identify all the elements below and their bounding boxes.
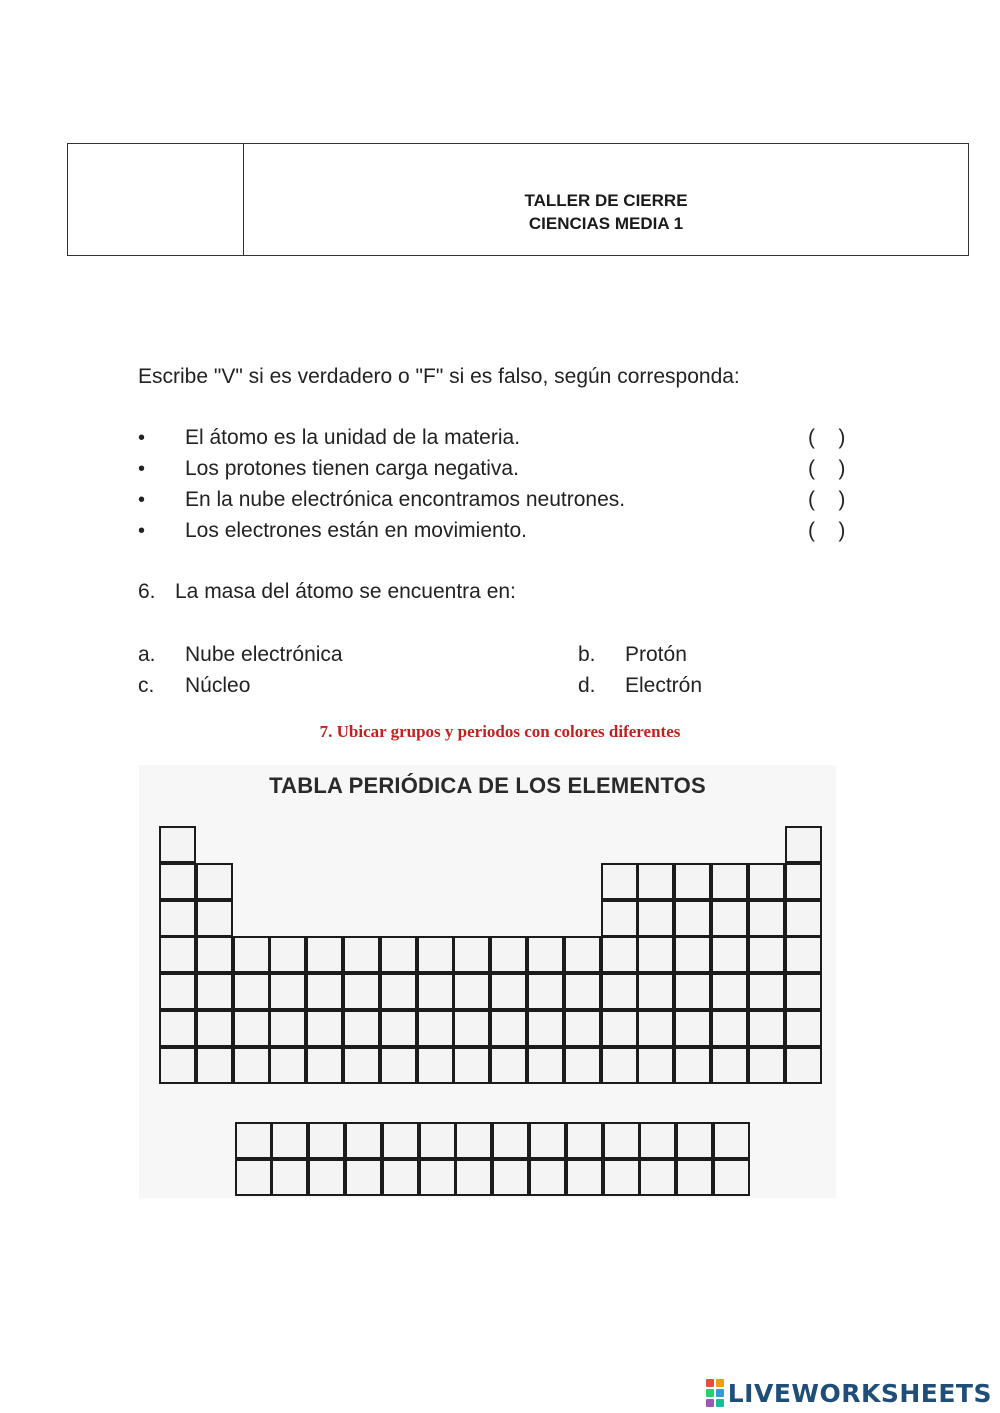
lanthanide-cell-8[interactable] xyxy=(492,1122,529,1159)
element-cell-p6-g15[interactable] xyxy=(674,1010,711,1047)
element-cell-p4-g8[interactable] xyxy=(417,936,454,973)
actinide-cell-9[interactable] xyxy=(529,1159,566,1196)
element-cell-p2-g16[interactable] xyxy=(711,863,748,900)
lanthanide-cell-2[interactable] xyxy=(271,1122,308,1159)
header-logo-cell xyxy=(68,144,244,255)
element-cell-p7-g3[interactable] xyxy=(233,1047,270,1084)
element-cell-p5-g12[interactable] xyxy=(564,973,601,1010)
option-letter: b. xyxy=(578,643,596,666)
lanthanide-cell-13[interactable] xyxy=(676,1122,713,1159)
element-cell-p3-g17[interactable] xyxy=(748,900,785,937)
option-text: Protón xyxy=(625,643,687,666)
element-cell-p3-g1[interactable] xyxy=(159,900,196,937)
option-text: Nube electrónica xyxy=(185,643,343,666)
element-cell-p7-g8[interactable] xyxy=(417,1047,454,1084)
element-cell-p7-g12[interactable] xyxy=(564,1047,601,1084)
element-cell-p4-g11[interactable] xyxy=(527,936,564,973)
element-cell-p6-g2[interactable] xyxy=(196,1010,233,1047)
lanthanide-cell-12[interactable] xyxy=(639,1122,676,1159)
liveworksheets-watermark xyxy=(706,1376,992,1410)
logo-block-2 xyxy=(716,1379,724,1387)
question-7-heading: 7. Ubicar grupos y periodos con colores diferentes xyxy=(319,722,681,741)
element-cell-p5-g8[interactable] xyxy=(417,973,454,1010)
question-text: La masa del átomo se encuentra en: xyxy=(175,580,516,603)
element-cell-p4-g16[interactable] xyxy=(711,936,748,973)
element-cell-p7-g9[interactable] xyxy=(453,1047,490,1084)
element-cell-p4-g9[interactable] xyxy=(453,936,490,973)
element-cell-p2-g17[interactable] xyxy=(748,863,785,900)
bullet: • xyxy=(138,520,146,542)
option-text: Electrón xyxy=(625,674,703,697)
element-cell-p4-g5[interactable] xyxy=(306,936,343,973)
element-cell-p6-g10[interactable] xyxy=(490,1010,527,1047)
element-cell-p4-g10[interactable] xyxy=(490,936,527,973)
element-cell-p6-g14[interactable] xyxy=(637,1010,674,1047)
element-cell-p5-g2[interactable] xyxy=(196,973,233,1010)
actinide-cell-7[interactable] xyxy=(455,1159,492,1196)
element-cell-p4-g3[interactable] xyxy=(233,936,270,973)
element-cell-p6-g7[interactable] xyxy=(380,1010,417,1047)
element-cell-p5-g15[interactable] xyxy=(674,973,711,1010)
question-number: 6. xyxy=(138,580,156,603)
actinide-cell-11[interactable] xyxy=(603,1159,640,1196)
option-a[interactable] xyxy=(138,640,343,670)
element-cell-p3-g14[interactable] xyxy=(637,900,674,937)
element-cell-p4-g17[interactable] xyxy=(748,936,785,973)
bullet: • xyxy=(138,427,146,449)
element-cell-p5-g18[interactable] xyxy=(785,973,822,1010)
element-cell-p5-g11[interactable] xyxy=(527,973,564,1010)
element-cell-p3-g13[interactable] xyxy=(601,900,638,937)
element-cell-p5-g1[interactable] xyxy=(159,973,196,1010)
element-cell-p7-g17[interactable] xyxy=(748,1047,785,1084)
logo-block-3 xyxy=(706,1389,714,1397)
element-cell-p7-g15[interactable] xyxy=(674,1047,711,1084)
element-cell-p6-g9[interactable] xyxy=(453,1010,490,1047)
bullet: • xyxy=(138,458,146,480)
actinide-cell-6[interactable] xyxy=(419,1159,456,1196)
logo-block-5 xyxy=(706,1399,714,1407)
option-b[interactable] xyxy=(578,640,687,670)
element-cell-p7-g1[interactable] xyxy=(159,1047,196,1084)
option-letter: d. xyxy=(578,674,596,697)
element-cell-p4-g13[interactable] xyxy=(601,936,638,973)
element-cell-p4-g15[interactable] xyxy=(674,936,711,973)
logo-block-6 xyxy=(716,1399,724,1407)
periodic-table-grid xyxy=(139,765,836,1198)
lanthanide-cell-4[interactable] xyxy=(345,1122,382,1159)
option-d[interactable] xyxy=(578,671,702,701)
instructions-text: Escribe "V" si es verdadero o "F" si es falso, según corresponda: xyxy=(138,365,740,388)
title-line-2: CIENCIAS MEDIA 1 xyxy=(528,214,684,233)
element-cell-p4-g14[interactable] xyxy=(637,936,674,973)
element-cell-p2-g18[interactable] xyxy=(785,863,822,900)
element-cell-p5-g9[interactable] xyxy=(453,973,490,1010)
element-cell-p5-g13[interactable] xyxy=(601,973,638,1010)
worksheet-title xyxy=(244,189,968,235)
element-cell-p4-g6[interactable] xyxy=(343,936,380,973)
element-cell-p4-g2[interactable] xyxy=(196,936,233,973)
periodic-table xyxy=(139,765,836,1198)
lanthanide-cell-1[interactable] xyxy=(235,1122,272,1159)
lanthanide-cell-11[interactable] xyxy=(603,1122,640,1159)
option-text: Núcleo xyxy=(185,674,251,697)
actinide-cell-1[interactable] xyxy=(235,1159,272,1196)
title-line-1: TALLER DE CIERRE xyxy=(524,191,688,210)
element-cell-p7-g5[interactable] xyxy=(306,1047,343,1084)
statement-text: Los protones tienen carga negativa. xyxy=(185,457,519,480)
lanthanide-cell-9[interactable] xyxy=(529,1122,566,1159)
actinide-cell-5[interactable] xyxy=(382,1159,419,1196)
element-cell-p5-g6[interactable] xyxy=(343,973,380,1010)
logo-block-1 xyxy=(706,1379,714,1387)
actinide-cell-2[interactable] xyxy=(271,1159,308,1196)
header-box xyxy=(67,143,969,256)
true-false-item xyxy=(138,485,858,515)
option-c[interactable] xyxy=(138,671,250,701)
answer-blank[interactable]: ( ) xyxy=(808,426,846,449)
element-cell-p3-g18[interactable] xyxy=(785,900,822,937)
logo-block-4 xyxy=(716,1389,724,1397)
element-cell-p6-g6[interactable] xyxy=(343,1010,380,1047)
element-cell-p5-g16[interactable] xyxy=(711,973,748,1010)
element-cell-p7-g2[interactable] xyxy=(196,1047,233,1084)
element-cell-p5-g14[interactable] xyxy=(637,973,674,1010)
element-cell-p5-g3[interactable] xyxy=(233,973,270,1010)
element-cell-p2-g13[interactable] xyxy=(601,863,638,900)
lanthanide-cell-3[interactable] xyxy=(308,1122,345,1159)
element-cell-p6-g4[interactable] xyxy=(269,1010,306,1047)
actinide-cell-3[interactable] xyxy=(308,1159,345,1196)
element-cell-p3-g16[interactable] xyxy=(711,900,748,937)
statement-text: En la nube electrónica encontramos neutrones. xyxy=(185,488,626,511)
true-false-item xyxy=(138,516,858,546)
true-false-item xyxy=(138,423,858,453)
element-cell-p7-g18[interactable] xyxy=(785,1047,822,1084)
answer-blank[interactable]: ( ) xyxy=(808,457,846,480)
element-cell-p7-g10[interactable] xyxy=(490,1047,527,1084)
element-cell-p4-g7[interactable] xyxy=(380,936,417,973)
element-cell-p1-g1[interactable] xyxy=(159,826,196,863)
actinide-cell-10[interactable] xyxy=(566,1159,603,1196)
element-cell-p6-g12[interactable] xyxy=(564,1010,601,1047)
element-cell-p5-g4[interactable] xyxy=(269,973,306,1010)
lanthanide-cell-10[interactable] xyxy=(566,1122,603,1159)
actinide-cell-13[interactable] xyxy=(676,1159,713,1196)
option-letter: c. xyxy=(138,674,155,697)
element-cell-p2-g14[interactable] xyxy=(637,863,674,900)
statement-text: El átomo es la unidad de la materia. xyxy=(185,426,521,449)
element-cell-p6-g1[interactable] xyxy=(159,1010,196,1047)
element-cell-p6-g18[interactable] xyxy=(785,1010,822,1047)
element-cell-p6-g5[interactable] xyxy=(306,1010,343,1047)
element-cell-p2-g15[interactable] xyxy=(674,863,711,900)
bullet: • xyxy=(138,489,146,511)
element-cell-p1-g18[interactable] xyxy=(785,826,822,863)
element-cell-p2-g1[interactable] xyxy=(159,863,196,900)
element-cell-p7-g16[interactable] xyxy=(711,1047,748,1084)
statement-text: Los electrones están en movimiento. xyxy=(185,519,528,542)
element-cell-p7-g6[interactable] xyxy=(343,1047,380,1084)
true-false-item xyxy=(138,454,858,484)
element-cell-p7-g7[interactable] xyxy=(380,1047,417,1084)
actinide-cell-14[interactable] xyxy=(713,1159,750,1196)
actinide-cell-8[interactable] xyxy=(492,1159,529,1196)
element-cell-p5-g7[interactable] xyxy=(380,973,417,1010)
answer-blank[interactable]: ( ) xyxy=(808,488,846,511)
element-cell-p7-g4[interactable] xyxy=(269,1047,306,1084)
lanthanide-cell-6[interactable] xyxy=(419,1122,456,1159)
lanthanide-cell-7[interactable] xyxy=(455,1122,492,1159)
element-cell-p7-g11[interactable] xyxy=(527,1047,564,1084)
element-cell-p7-g13[interactable] xyxy=(601,1047,638,1084)
element-cell-p6-g8[interactable] xyxy=(417,1010,454,1047)
element-cell-p4-g1[interactable] xyxy=(159,936,196,973)
element-cell-p4-g12[interactable] xyxy=(564,936,601,973)
actinide-cell-12[interactable] xyxy=(639,1159,676,1196)
element-cell-p6-g17[interactable] xyxy=(748,1010,785,1047)
element-cell-p4-g18[interactable] xyxy=(785,936,822,973)
element-cell-p7-g14[interactable] xyxy=(637,1047,674,1084)
element-cell-p2-g2[interactable] xyxy=(196,863,233,900)
answer-blank[interactable]: ( ) xyxy=(808,519,846,542)
element-cell-p5-g10[interactable] xyxy=(490,973,527,1010)
periodic-table-title: TABLA PERIÓDICA DE LOS ELEMENTOS xyxy=(269,773,706,798)
element-cell-p5-g17[interactable] xyxy=(748,973,785,1010)
option-letter: a. xyxy=(138,643,156,666)
element-cell-p3-g2[interactable] xyxy=(196,900,233,937)
element-cell-p6-g16[interactable] xyxy=(711,1010,748,1047)
element-cell-p6-g3[interactable] xyxy=(233,1010,270,1047)
lanthanide-cell-14[interactable] xyxy=(713,1122,750,1159)
lanthanide-cell-5[interactable] xyxy=(382,1122,419,1159)
element-cell-p5-g5[interactable] xyxy=(306,973,343,1010)
element-cell-p6-g13[interactable] xyxy=(601,1010,638,1047)
element-cell-p3-g15[interactable] xyxy=(674,900,711,937)
watermark-text: LIVEWORKSHEETS xyxy=(727,1378,992,1408)
liveworksheets-logo-icon xyxy=(706,1379,724,1407)
element-cell-p6-g11[interactable] xyxy=(527,1010,564,1047)
element-cell-p4-g4[interactable] xyxy=(269,936,306,973)
actinide-cell-4[interactable] xyxy=(345,1159,382,1196)
question-6 xyxy=(138,578,516,606)
